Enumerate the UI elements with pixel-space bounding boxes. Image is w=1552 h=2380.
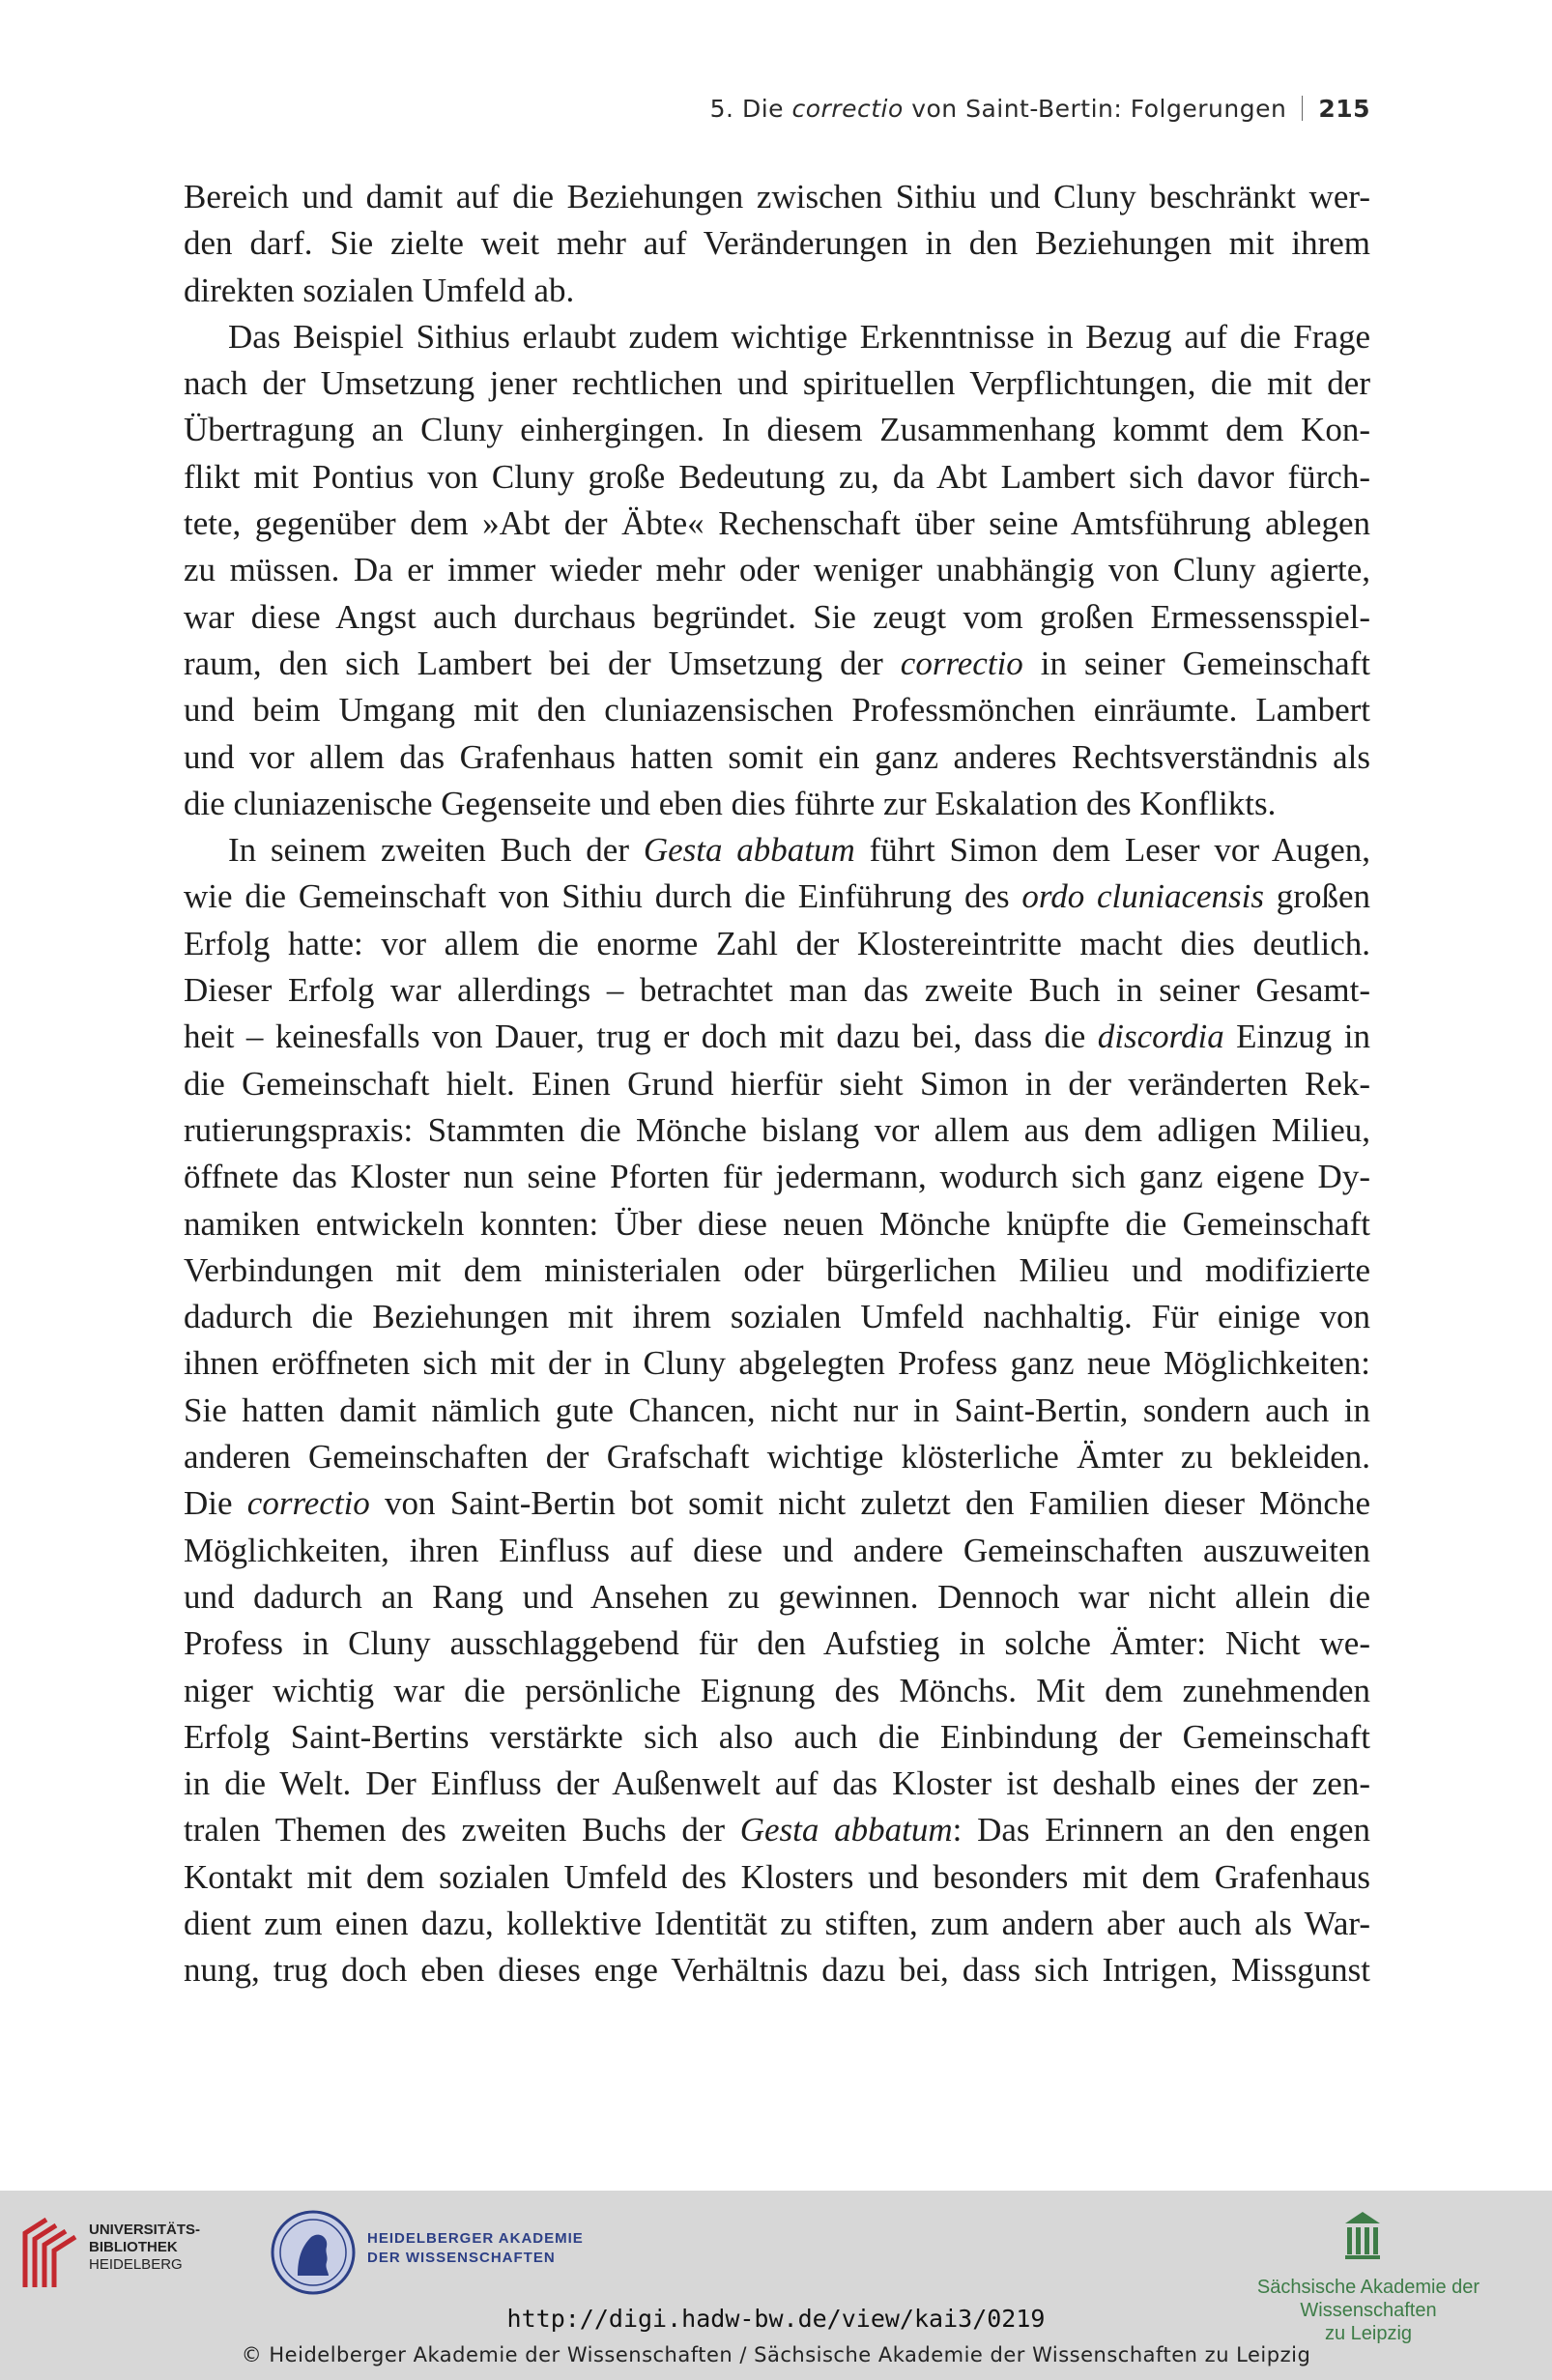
saw-line1: Sächsische Akademie der Wissenschaften <box>1256 2277 1480 2321</box>
text-segment: rutierungspraxis: Stammten die Mönche bislang vor allem aus dem adligen Milieu, <box>184 1110 1370 1149</box>
header-section-prefix: 5. Die <box>709 95 792 123</box>
footer-band <box>0 2191 1552 2380</box>
header-section-suffix: von Saint-Bertin: Folgerungen <box>903 95 1287 123</box>
text-line <box>184 1854 1370 1901</box>
header-section-italic: correctio <box>791 95 904 123</box>
text-line <box>184 547 1370 593</box>
italic-term: Gesta abbatum <box>739 1811 953 1850</box>
text-line <box>184 641 1370 687</box>
text-segment: großen <box>1264 877 1370 916</box>
text-line <box>184 220 1370 267</box>
text-line <box>184 1434 1370 1480</box>
text-segment: Verbindungen mit dem ministerialen oder bürgerlichen Milieu und modifizierte <box>184 1250 1370 1289</box>
text-segment: heit – keinesfalls von Dauer, trug er doch mit dazu bei, dass die <box>184 1018 1098 1056</box>
text-segment: Möglichkeiten, ihren Einfluss auf diese und andere Gemeinschaften auszuweiten <box>184 1531 1370 1569</box>
text-segment: Profess in Cluny ausschlaggebend für den Aufstieg in solche Ämter: Nicht we- <box>184 1624 1370 1663</box>
text-line <box>184 1761 1370 1807</box>
text-line <box>184 1340 1370 1387</box>
text-line <box>184 501 1370 547</box>
saw-line2: zu Leipzig <box>1324 2323 1413 2344</box>
text-line <box>184 1947 1370 1993</box>
text-segment: Einzug in <box>1223 1018 1370 1056</box>
text-line <box>184 921 1370 967</box>
text-line <box>184 1388 1370 1434</box>
text-line <box>184 1014 1370 1060</box>
italic-term: correctio <box>900 644 1023 682</box>
text-segment: die cluniazenische Gegenseite und eben dies führte zur Eskalation des Konflikts. <box>184 784 1277 822</box>
text-segment: flikt mit Pontius von Cluny große Bedeutung zu, da Abt Lambert sich davor fürch- <box>184 457 1370 496</box>
italic-term: discordia <box>1097 1018 1224 1056</box>
text-segment: In seinem zweiten Buch der <box>228 831 644 870</box>
text-line <box>184 1668 1370 1714</box>
text-line <box>184 407 1370 453</box>
text-segment: nung, trug doch eben dieses enge Verhältnis dazu bei, dass sich Intrigen, Missgunst <box>184 1951 1370 1990</box>
permalink-url[interactable]: http://digi.hadw-bw.de/view/kai3/0219 <box>506 2305 1046 2333</box>
text-segment: direkten sozialen Umfeld ab. <box>184 271 575 309</box>
text-line <box>184 594 1370 641</box>
italic-term: Gesta abbatum <box>643 831 855 870</box>
text-segment: namiken entwickeln konnten: Über diese neuen Mönche knüpfte die Gemeinschaft <box>184 1204 1370 1243</box>
hadw-line1: HEIDELBERGER AKADEMIE <box>367 2230 584 2247</box>
text-line <box>184 1154 1370 1200</box>
text-line <box>184 1807 1370 1853</box>
text-segment: Das Beispiel Sithius erlaubt zudem wichtige Erkenntnisse in Bezug auf die Frage <box>228 317 1370 356</box>
text-segment: führt Simon dem Leser vor Augen, <box>854 831 1370 870</box>
text-segment: zu müssen. Da er immer wieder mehr oder weniger unabhängig von Cluny agierte, <box>184 551 1370 589</box>
text-segment: : Das Erinnern an den engen <box>952 1811 1371 1850</box>
text-segment: anderen Gemeinschaften der Grafschaft wichtige klösterliche Ämter zu bekleiden. <box>184 1438 1370 1477</box>
text-segment: in seiner Gemeinschaft <box>1022 644 1370 682</box>
text-line <box>184 1574 1370 1620</box>
text-segment: wie die Gemeinschaft von Sithiu durch die Einführung des <box>184 877 1022 916</box>
text-segment: war diese Angst auch durchaus begründet. Sie zeugt vom großen Ermessensspiel- <box>184 597 1370 636</box>
text-line <box>184 1528 1370 1574</box>
text-line <box>184 1901 1370 1947</box>
text-segment: dient zum einen dazu, kollektive Identität zu stiften, zum andern aber auch als War- <box>184 1904 1370 1942</box>
page-number: 215 <box>1318 95 1370 123</box>
text-line <box>184 360 1370 407</box>
italic-term: correctio <box>246 1484 370 1523</box>
text-segment: öffnete das Kloster nun seine Pforten für jedermann, wodurch sich ganz eigene Dy- <box>184 1158 1370 1196</box>
ub-line3: HEIDELBERG <box>89 2256 183 2273</box>
ub-line2: BIBLIOTHEK <box>89 2239 178 2255</box>
hadw-line2: DER WISSENSCHAFTEN <box>367 2250 556 2266</box>
text-segment: Übertragung an Cluny einhergingen. In diesem Zusammenhang kommt dem Kon- <box>184 411 1370 449</box>
ub-line1: UNIVERSITÄTS- <box>89 2222 201 2238</box>
text-segment: und dadurch an Rang und Ansehen zu gewinnen. Dennoch war nicht allein die <box>184 1577 1370 1616</box>
body-text <box>184 174 1370 1994</box>
text-line <box>184 174 1370 220</box>
text-segment: ihnen eröffneten sich mit der in Cluny abgelegten Profess ganz neue Möglichkeiten: <box>184 1344 1370 1383</box>
text-segment: in die Welt. Der Einfluss der Außenwelt auf das Kloster ist deshalb eines der zen- <box>184 1764 1370 1803</box>
text-line <box>184 1201 1370 1247</box>
text-line <box>184 874 1370 920</box>
text-line <box>184 1480 1370 1527</box>
text-segment: dadurch die Beziehungen mit ihrem sozialen Umfeld nachhaltig. Für einige von <box>184 1298 1370 1336</box>
text-segment: Erfolg Saint-Bertins verstärkte sich also auch die Einbindung der Gemeinschaft <box>184 1717 1370 1756</box>
text-line <box>184 454 1370 501</box>
text-line <box>184 687 1370 733</box>
text-segment: niger wichtig war die persönliche Eignung des Mönchs. Mit dem zunehmenden <box>184 1671 1370 1709</box>
copyright-notice: © Heidelberger Akademie der Wissenschaften / Sächsische Akademie der Wissenschaften zu Leipzig <box>241 2343 1311 2366</box>
text-segment: Sie hatten damit nämlich gute Chancen, nicht nur in Saint-Bertin, sondern auch in <box>184 1391 1370 1429</box>
text-line <box>184 1247 1370 1294</box>
ub-heidelberg-name <box>89 2222 200 2274</box>
text-segment: und beim Umgang mit den cluniazensischen Professmönchen einräumte. Lambert <box>184 691 1370 730</box>
text-segment: raum, den sich Lambert bei der Umsetzung der <box>184 644 901 682</box>
text-line <box>184 1714 1370 1761</box>
text-segment: die Gemeinschaft hielt. Einen Grund hierfür sieht Simon in der veränderten Rek- <box>184 1064 1370 1103</box>
text-line <box>184 1294 1370 1340</box>
text-line <box>184 781 1370 827</box>
text-segment: von Saint-Bertin bot somit nicht zuletzt den Familien dieser Mönche <box>369 1484 1370 1523</box>
running-header <box>710 95 1370 123</box>
saw-leipzig-logo-icon <box>1343 2210 1382 2260</box>
text-segment: Die <box>184 1484 247 1523</box>
text-line <box>184 827 1370 874</box>
text-line <box>184 1107 1370 1154</box>
text-segment: Kontakt mit dem sozialen Umfeld des Klosters und besonders mit dem Grafenhaus <box>184 1857 1370 1896</box>
text-line <box>184 1620 1370 1667</box>
text-segment: Dieser Erfolg war allerdings – betrachtet man das zweite Buch in seiner Gesamt- <box>184 971 1370 1010</box>
hadw-seal-icon <box>269 2208 358 2297</box>
italic-term: ordo cluniacensis <box>1021 877 1265 916</box>
text-line <box>184 1061 1370 1107</box>
text-segment: tete, gegenüber dem »Abt der Äbte« Rechenschaft über seine Amtsführung ablegen <box>184 504 1370 543</box>
header-separator <box>1302 96 1303 121</box>
text-segment: tralen Themen des zweiten Buchs der <box>184 1811 740 1850</box>
text-segment: Bereich und damit auf die Beziehungen zwischen Sithiu und Cluny beschränkt wer- <box>184 178 1370 215</box>
text-line <box>184 734 1370 781</box>
text-segment: den darf. Sie zielte weit mehr auf Veränderungen in den Beziehungen mit ihrem <box>184 224 1370 263</box>
ub-heidelberg-logo-icon <box>17 2212 83 2291</box>
text-line <box>184 268 1370 314</box>
text-segment: und vor allem das Grafenhaus hatten somit ein ganz anderes Rechtsverständnis als <box>184 737 1370 776</box>
text-line <box>184 967 1370 1014</box>
text-segment: nach der Umsetzung jener rechtlichen und spirituellen Verpflichtungen, die mit der <box>184 364 1370 403</box>
text-line <box>184 314 1370 360</box>
hadw-name <box>367 2229 584 2268</box>
text-segment: Erfolg hatte: vor allem die enorme Zahl der Klostereintritte macht dies deutlich. <box>184 924 1370 962</box>
